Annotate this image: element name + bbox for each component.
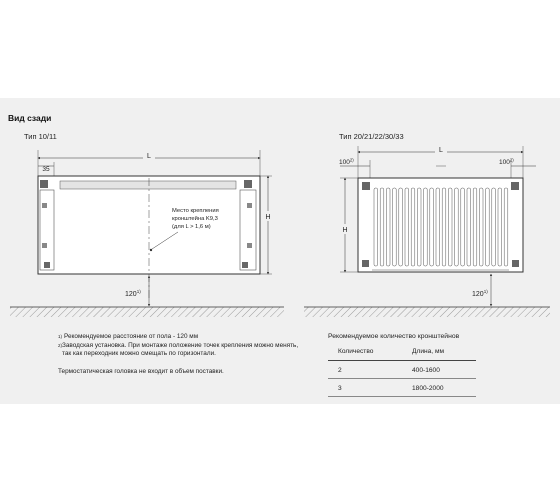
right-floor-distance-value: 120 <box>472 291 484 298</box>
svg-text:1201) <box>472 289 488 298</box>
bracket-quantity-cell: 3 <box>328 379 404 397</box>
bracket-table <box>328 348 476 397</box>
svg-text:1002) <box>339 158 354 167</box>
bracket-quantity-cell: 2 <box>328 361 404 379</box>
footnotes <box>58 333 308 376</box>
right-height-dimension <box>340 178 358 272</box>
bracket-table-title: Рекомендуемое количество кронштейнов <box>328 333 460 340</box>
left-length-dimension <box>38 150 260 176</box>
left-floor <box>10 307 284 317</box>
right-view-title: Тип 20/21/22/30/33 <box>339 132 404 141</box>
right-length-label: L <box>439 147 443 154</box>
right-right-offset-sup: 2) <box>509 157 514 163</box>
left-floor-distance-value: 120 <box>125 291 137 298</box>
right-view <box>304 132 550 317</box>
bracket-col-length: Длина, мм <box>404 348 476 361</box>
footnote-2-mark: 2) <box>58 342 63 348</box>
right-edge-dimensions <box>339 158 536 179</box>
left-edge-label: 35 <box>42 166 50 173</box>
right-floor-distance <box>472 274 491 306</box>
right-floor-distance-sup: 1) <box>483 289 488 294</box>
svg-text:1002) <box>499 158 514 167</box>
table-row <box>328 361 476 379</box>
left-floor-distance-sup: 1) <box>136 289 141 294</box>
svg-text:1201) <box>125 289 141 298</box>
left-view-title: Тип 10/11 <box>24 132 57 141</box>
callout-line-3: (для L > 1,6 м) <box>172 224 211 230</box>
bracket-table-header <box>328 348 476 361</box>
right-left-offset-value: 100 <box>339 159 350 166</box>
right-floor <box>304 307 550 317</box>
right-left-offset-sup: 2) <box>349 157 354 163</box>
left-floor-distance <box>125 276 149 306</box>
footnote-1-text: Рекомендуемое расстояние от пола - 120 мм <box>64 333 199 340</box>
bracket-col-quantity: Количество <box>328 348 404 361</box>
left-edge-dimension <box>38 162 54 176</box>
footnote-2 <box>58 342 308 359</box>
thermostat-note: Термостатическая головка не входит в объем поставки. <box>58 367 224 375</box>
bracket-length-cell: 1800-2000 <box>404 379 476 397</box>
section-title: Вид сзади <box>8 113 52 123</box>
bracket-length-cell: 400-1600 <box>404 361 476 379</box>
callout-line-1: Место крепления <box>172 208 219 214</box>
footnote-1-mark: 1) <box>58 334 63 339</box>
left-length-label: L <box>147 153 151 160</box>
right-right-offset-value: 100 <box>499 159 510 166</box>
footnote-2-text: Заводская установка. При монтаже положение точек крепления можно менять, так как переходник можно смещать по горизонтали. <box>62 341 299 358</box>
callout-line-2: кронштейна K9,3 <box>172 216 218 222</box>
right-height-label: H <box>342 227 348 234</box>
footnote-1 <box>58 333 308 342</box>
left-height-label: H <box>265 214 271 221</box>
table-row <box>328 379 476 397</box>
left-height-dimension <box>260 176 273 274</box>
left-view <box>10 132 284 317</box>
